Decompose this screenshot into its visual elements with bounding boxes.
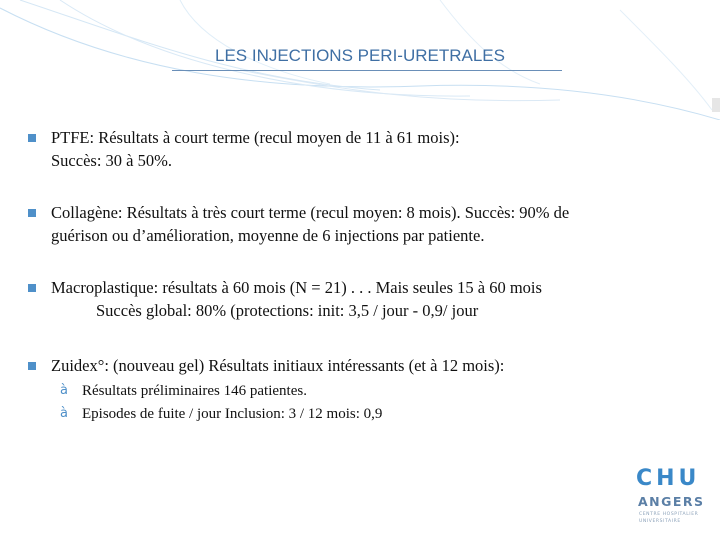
logo-chu-text: CHU [636, 466, 701, 491]
square-bullet-icon [28, 284, 36, 292]
title-underline [172, 70, 562, 71]
bullet-line: guérison ou d’amélioration, moyenne de 6 injections par patiente. [51, 226, 485, 245]
bullet-line: Macroplastique: résultats à 60 mois (N = 21) . . . Mais seules 15 à 60 mois [51, 278, 542, 297]
slide-title: LES INJECTIONS PERI-URETRALES [214, 46, 505, 65]
bullet-line: PTFE: Résultats à court terme (recul moyen de 11 à 61 mois): [51, 128, 460, 147]
logo-tagline: CENTRE HOSPITALIER [639, 512, 699, 517]
arrow-bullet-icon: à [60, 383, 68, 398]
sub-bullet-text: Résultats préliminaires 146 patientes. [82, 383, 307, 399]
bullet-line: Succès: 30 à 50%. [51, 151, 172, 170]
chu-angers-logo [636, 466, 710, 530]
bullet-line: Zuidex°: (nouveau gel) Résultats initiaux intéressants (et à 12 mois): [51, 356, 505, 375]
bullet-line: Collagène: Résultats à très court terme (recul moyen: 8 mois). Succès: 90% de [51, 203, 570, 222]
logo-tagline: UNIVERSITAIRE [639, 519, 681, 524]
sub-bullet-text: Episodes de fuite / jour Inclusion: 3 / 12 mois: 0,9 [82, 406, 383, 422]
arrow-bullet-icon: à [60, 406, 68, 421]
square-bullet-icon [28, 362, 36, 370]
square-bullet-icon [28, 134, 36, 142]
bullet-line: Succès global: 80% (protections: init: 3,5 / jour - 0,9/ jour [96, 301, 479, 320]
square-bullet-icon [28, 209, 36, 217]
logo-city-text: ANGERS [638, 494, 705, 509]
